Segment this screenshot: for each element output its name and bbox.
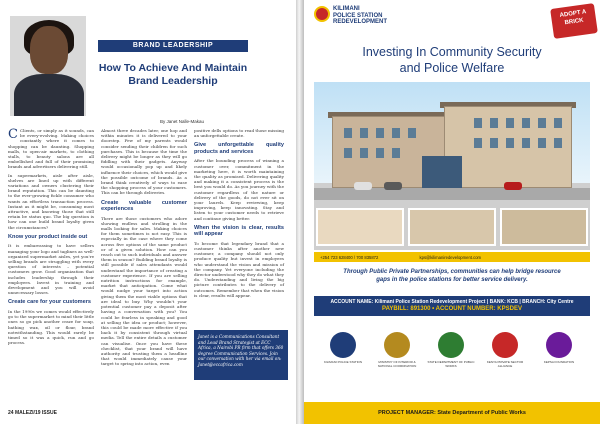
paybill-number: PAYBILL: 891300 • ACCOUNT NUMBER: KPSDEV [382,306,522,312]
article-intro: C Clients, or simply as it sounds, can be every-evolving. Making choices constantly where it comes to shopping can be daunting. Shopping malls, to open-air markets, to clothing stalls, to beauty salons are all embellished and full of their promising brands and advertisers delivering still. [8,127,94,170]
article-column-2 [101,128,187,370]
author-bio-box: Janet is a Communications Consultant and Lead Brand Strategist at ECC Africa, a Nairobi PR firm that offers 360 degree Communication Services. Join our conversation with her via email on: Janet@eccafrica.com [194,330,288,380]
subheading-vision-clear: When the vision is clear, results will appear [194,224,284,238]
article-paragraph: positive dells options to read those missing an unforgettable create. [194,128,284,139]
project-logo-text: KILIMANI POLICE STATION REDEVELOPMENT [333,6,388,26]
interior-render-3 [500,208,588,246]
partner-logo: STATE DEPARTMENT OF PUBLIC WORKS [426,332,476,368]
page-gutter [296,0,304,424]
adopt-a-brick-badge: ADOPT A BRICK [550,3,598,39]
ppp-statement: Through Public Private Partnerships, communities can help bridge resource gaps in the police stations for better service delivery. [343,269,561,283]
subheading-customer-experience: Create valuable customer experiences [101,199,187,213]
police-crest-icon [314,6,330,22]
building-entrance [422,156,462,188]
partner-logos [314,324,590,394]
building-render-image [314,82,590,250]
partner-logo: KEPSA FOUNDATION [534,332,584,365]
author-photo-body [14,74,84,116]
contact-email: kps@kilimaniredevelopment.com [419,255,482,260]
ad-headline: Investing In Community Security and Police Welfare [362,45,542,75]
contact-phone: +254 723 628400 / 700 835872 [320,255,379,260]
subheading-create-care: Create care for your customers [8,299,92,306]
partner-logo: KENYA PRIVATE SECTOR ALLIANCE [480,332,530,368]
article-paragraph: To become that legendary brand that a customer thinks after another new customer, a company should not only produce quality but invest in employees who understand the vision and mission of the company. Yet everyone including the director understood why they do what they do. Understanding and living the big picture contributes to the delivery of outcomes. Remember that when the vision is clear, results will appear. [194,240,284,298]
account-details-bar [314,296,590,316]
subheading-know-product: Know your product inside out [8,233,88,240]
page-folio: 24 MALEZI/19 ISSUE [8,410,57,416]
contact-strip [314,252,590,262]
article-paragraph: In supermarkets, aisle after aisle, shelves are lined up with different variations and owners clustering their brand reputation. This can be daunting to the ever-growing fickle consumer who wants an effortless transaction process. Instant as it might be, consuming most attractive, and knowing those that still retain be status quo. The big question is how can one build brand loyalty given the circumstances? [8,172,94,230]
article-column-1 [8,128,94,348]
author-photo [10,16,86,116]
partner-logo: KILIMANI POLICE STATION [318,332,368,365]
interior-render-1 [316,208,404,246]
article-column-3 [194,128,284,301]
article-paragraph: In the 1990s we comes would effectively go to the supermarket to mind their little ones so go pick another craze for soap, bathing wax, oil or flour, brand notwithstanding. This would rarely be timed so it was a quick, run and go process. [8,308,94,346]
right-page [304,0,600,424]
article-paragraph: After the bounding process of winning a customer over, commitment in the marketing here, it is worth maintaining the quality as promised. Delivering quality and making it a consistent process is the best you would do. As you journey with the customer regardless of the nature or delivery of the goods, do not ever sit on your laurels. Keep reviewing, keep improving, keep innovating. Stay and listen to your customer needs to retrieve and continue giving better. [194,158,284,221]
article-paragraph: Almost three decades later, one hop and within minutes it is delivered to your doorstep. Few of my parents would consider sending their children for such purchases. This is because the time the delivery might be longer as they will go fiddling with their gadgets. Anyway would occasionally pop up and likely influence their choices, which would give the possible outcome of brands. As a brand think creatively of ways to ease the shopping process of your customers. This can be through deliveries. [101,128,187,196]
author-photo-face [30,26,68,74]
article-byline: By Janet Nalle-Makau [160,119,205,124]
interior-render-2 [408,208,496,246]
subheading-unforgettable-quality: Give unforgettable quality products and services [194,142,284,155]
article-paragraph: It is embarrassing to have sellers managing your logo and taglines as well-organized supermarket aisles, yet you're selling brands are struggling with every question of interests – potential customers grow. Good organization that includes leadership through their employees. Invest in training and development and you will avoid unnecessary losses. [8,243,94,296]
project-manager-text: PROJECT MANAGER: State Department of Public Works [378,410,526,416]
partner-logo: MINISTRY OF INTERIOR & NATIONAL COORDINATION [372,332,422,368]
article-title: How To Achieve And Maintain Brand Leadership [98,62,248,87]
left-page [0,0,296,424]
article-paragraph: There are those customers who adore showing endless and strolling in the malls looking for sales. Making choices for them sometimes is not easy. This is especially in the case where they come across five options of the same product or of a given solution. How can you reach out to such individuals and answer them in season? Building brand loyalty is still possible if sales attendants would understand the importance of creating a customer experience. If you are selling nutrition instructions for example, market that anticipation. Come what would nudge your target into action giving them the most viable options that are ideal to buy. Why wouldn't your potential customer pay a deposit after having a conversation with you? You could be fearless in speaking and good at selling the idea or product; however, this could be made more effective if you back it by consistent through virtual media. Tell the entire details a customer can visualise. Once you have these checklist, that your brand will have authority and trusting them a headline that would immediately cause your target to spring into action, even [101,215,187,367]
section-label: BRAND LEADERSHIP [132,42,214,49]
account-name: ACCOUNT NAME: Kilimani Police Station Redevelopment Project | BANK: KCB | BRANCH: City Centre [330,299,574,305]
drop-cap: C [8,127,18,142]
